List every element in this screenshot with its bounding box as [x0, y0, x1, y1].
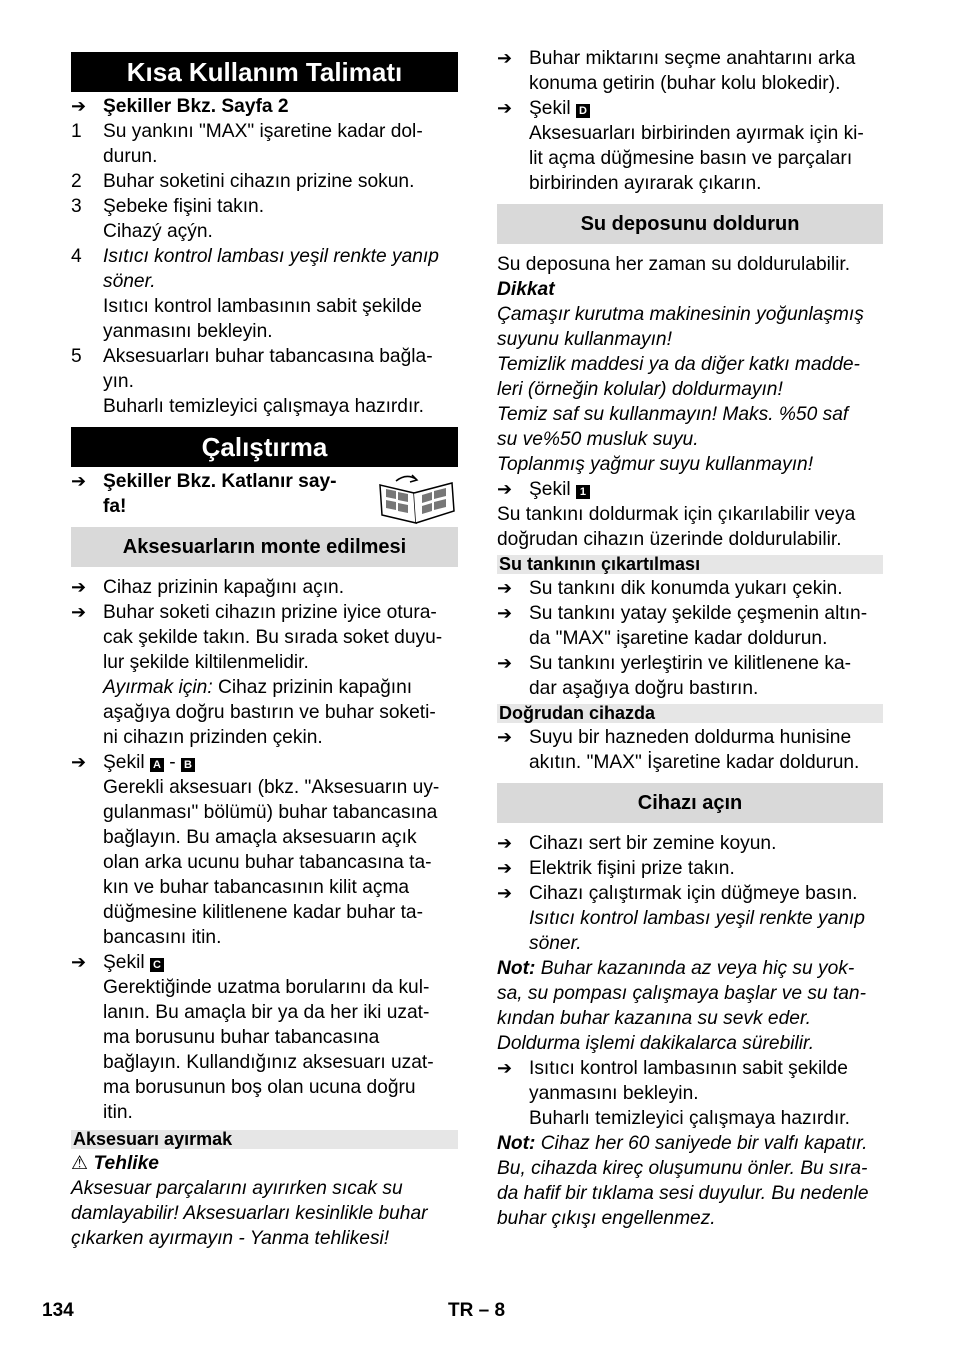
section-title-short-instructions: Kısa Kullanım Talimatı	[71, 52, 458, 92]
arrow-right-icon: ➔	[497, 603, 513, 623]
bullet-figure-d: ➔ Şekil D Aksesuarları birbirinden ayırmak için ki- lit açma düğmesine basın ve parçaları birbirinden ayırarak çıkarın.	[497, 98, 864, 194]
step-3-note: Cihazý açýn.	[103, 221, 213, 242]
figure-reference: ➔ Şekiller Bkz. Sayfa 2	[71, 96, 289, 117]
danger-warning: ⚠ Tehlike Aksesuar parçalarını ayırırken sıcak su damlayabilir! Aksesuarları kesinlikle buhar çıkarken ayırmayın - Yanma tehlikesi!	[71, 1153, 428, 1249]
bullet-insert-plug: ➔ Buhar soketi cihazın prizine iyice otura- cak şekilde takın. Bu sırada soket duyu- lur şekilde kiltilenmelidir. Ayırmak için: Cihaz prizinin kapağını aşağıya doğru bastırın ve buhar soketi- ni cihazın prizinden çekin.	[71, 602, 443, 748]
subsection-direct-fill: Doğrudan cihazda	[497, 704, 883, 723]
step-1: 1 Su yankını "MAX" işaretine kadar dol- durun.	[71, 121, 423, 167]
arrow-right-icon: ➔	[497, 98, 513, 118]
figure-label-d: D	[576, 104, 590, 118]
page-number: 134	[42, 1300, 74, 1321]
bullet-open-cover: ➔ Cihaz prizinin kapağını açın.	[71, 577, 345, 598]
subsection-fill-tank: Su deposunu doldurun	[497, 204, 883, 244]
bullet-figure-1: ➔ Şekil 1	[497, 477, 883, 502]
subsection-detach-accessory: Aksesuarı ayırmak	[71, 1130, 458, 1149]
arrow-right-icon: ➔	[497, 858, 513, 878]
arrow-right-icon: ➔	[497, 48, 513, 68]
arrow-right-icon: ➔	[71, 577, 87, 597]
arrow-right-icon: ➔	[497, 578, 513, 598]
figure-label-c: C	[150, 958, 164, 972]
attention-label: Dikkat	[497, 279, 555, 300]
bullet-figure-c: ➔ Şekil C Gerektiğinde uzatma borularını da kul- lanın. Bu amaçla bir ya da her iki uzat- ma borusunu buhar tabancasına bağlayın. Kullandığınız aksesuarı uzat- ma borusunun boş olan ucuna doğru itin.	[71, 952, 434, 1123]
bullet-insert-tank: ➔ Su tankını yerleştirin ve kilitlenene ka- dar aşağıya doğru bastırın.	[497, 653, 852, 699]
section-title-operation: Çalıştırma	[71, 427, 458, 467]
arrow-right-icon: ➔	[497, 653, 513, 673]
subsection-accessory-mounting: Aksesuarların monte edilmesi	[71, 527, 458, 567]
ready-note: Buharlı temizleyici çalışmaya hazırdır.	[529, 1108, 850, 1129]
foldout-reference: ➔ Şekiller Bkz. Katlanır say- fa!	[71, 469, 458, 519]
step-3: 3 Şebeke fişini takın.	[71, 196, 265, 217]
figure-label-a: A	[150, 758, 164, 772]
step-5: 5 Aksesuarları buhar tabancasına bağla- yın.	[71, 346, 433, 392]
open-book-icon	[376, 471, 458, 525]
arrow-right-icon: ➔	[71, 471, 87, 491]
bullet-plug-in: ➔ Elektrik fişini prize takın.	[497, 858, 735, 879]
step-4-note: Isıtıcı kontrol lambasının sabit şekilde yanmasını bekleyin.	[103, 296, 422, 342]
arrow-right-icon: ➔	[71, 96, 87, 116]
bullet-figure-a-b: ➔ Şekil A - B Gerekli aksesuarı (bkz. "Aksesuarın uy- gulanması" bölümü) buhar tabancasına bağlayın. Bu amaçla aksesuarın açık olan arka ucunu buhar tabancasına ta- kın ve buhar tabancasının kilit açma düğmesine kilitlenene kadar buhar ta- bancasını itin.	[71, 752, 440, 948]
arrow-right-icon: ➔	[497, 833, 513, 853]
bullet-pull-tank: ➔ Su tankını dik konumda yukarı çekin.	[497, 578, 843, 599]
arrow-right-icon: ➔	[71, 752, 87, 772]
bullet-place-device: ➔ Cihazı sert bir zemine koyun.	[497, 833, 777, 854]
figure-label-1: 1	[576, 485, 590, 499]
figure-label-b: B	[181, 758, 195, 772]
right-column	[497, 46, 883, 1231]
note-valve: Not: Cihaz her 60 saniyede bir valfı kapatır. Bu, cihazda kireç oluşumunu önler. Bu sıra- da hafif bir tıklama sesi duyulur. Bu nedenle buhar çıkışı engellenmez.	[497, 1133, 869, 1229]
bullet-pour-water: ➔ Suyu bir hazneden doldurma hunisine akıtın. "MAX" İşaretine kadar doldurun.	[497, 727, 860, 773]
subsection-remove-tank: Su tankının çıkartılması	[497, 555, 883, 574]
bullet-steam-switch: ➔ Buhar miktarını seçme anahtarını arka konuma getirin (buhar kolu blokedir).	[497, 48, 856, 94]
bullet-fill-tank: ➔ Su tankını yatay şekilde çeşmenin altın- da "MAX" işaretine kadar doldurun.	[497, 603, 868, 649]
fill-anytime-text: Su deposuna her zaman su doldurulabilir.	[497, 254, 851, 275]
note-boiler: Not: Buhar kazanında az veya hiç su yok- sa, su pompası çalışmaya başlar ve su tan- kından buhar kazanına su sevk eder. Doldurma işlemi dakikalarca sürebilir.	[497, 958, 866, 1054]
section-footer: TR – 8	[448, 1300, 506, 1321]
arrow-right-icon: ➔	[71, 952, 87, 972]
subsection-switch-on: Cihazı açın	[497, 783, 883, 823]
step-4: 4 Isıtıcı kontrol lambası yeşil renkte yanıp söner.	[71, 246, 439, 292]
arrow-right-icon: ➔	[497, 1058, 513, 1078]
arrow-right-icon: ➔	[71, 602, 87, 622]
warning-triangle-icon: ⚠	[71, 1153, 89, 1174]
fill-options-text: Su tankını doldurmak için çıkarılabilir veya doğrudan cihazın üzerinde doldurulabilir.	[497, 504, 856, 550]
arrow-right-icon: ➔	[497, 883, 513, 903]
step-5-note: Buharlı temizleyici çalışmaya hazırdır.	[103, 396, 424, 417]
arrow-right-icon: ➔	[497, 727, 513, 747]
bullet-wait-lamp: ➔ Isıtıcı kontrol lambasının sabit şekilde yanmasını bekleyin.	[497, 1058, 848, 1104]
left-column	[71, 46, 458, 1251]
arrow-right-icon: ➔	[497, 479, 513, 499]
attention-text: Çamaşır kurutma makinesinin yoğunlaşmış suyunu kullanmayın! Temizlik maddesi ya da diğer katkı madde- leri (örneğin kolular) doldurmayın! Temiz saf su kullanmayın! Maks. %50 saf su ve%50 musluk suyu. Toplanmış yağmur suyu kullanmayın!	[497, 304, 864, 475]
bullet-press-button: ➔ Cihazı çalıştırmak için düğmeye basın. Isıtıcı kontrol lambası yeşil renkte yanıp söner.	[497, 883, 865, 954]
step-2: 2 Buhar soketini cihazın prizine sokun.	[71, 171, 415, 192]
